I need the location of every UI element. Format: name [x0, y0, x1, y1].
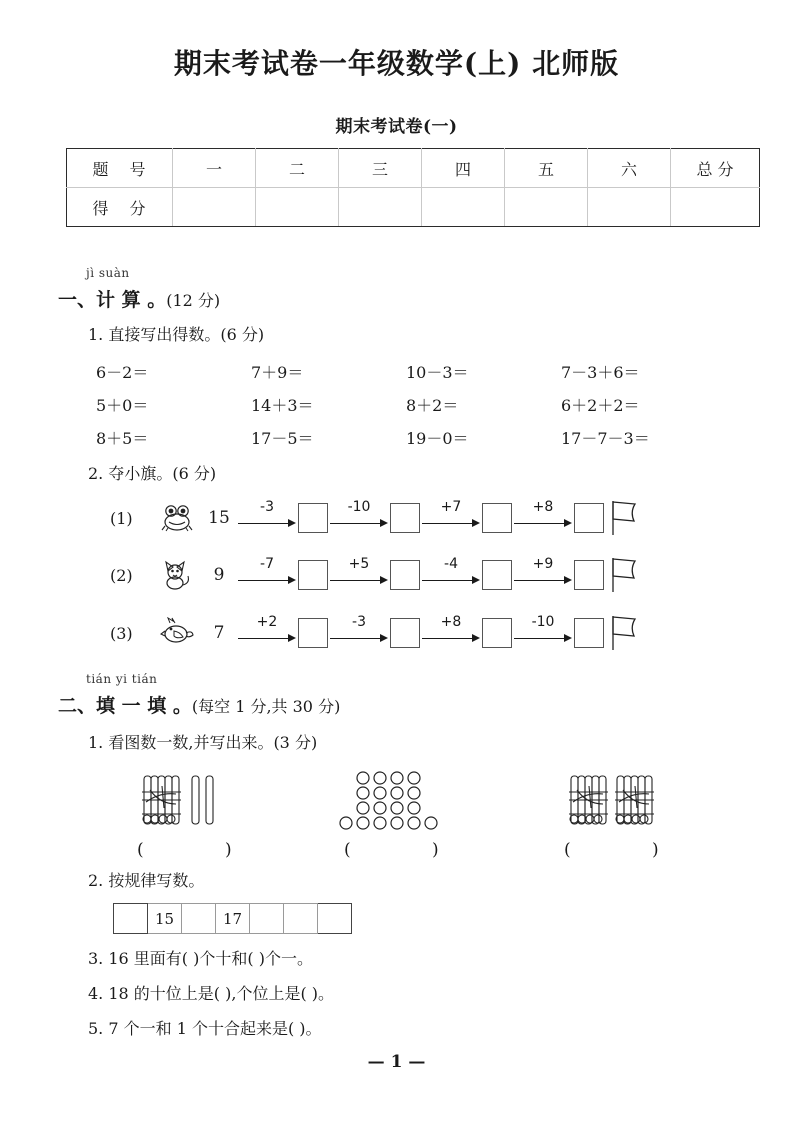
- arithmetic-row: [96, 421, 716, 454]
- arrow-head-icon: [380, 634, 388, 642]
- score-table-header-row: [67, 149, 760, 188]
- number-sequence-row: [114, 904, 352, 934]
- chain-operator: -10: [531, 614, 555, 630]
- score-table-row-label-1: 得 分: [67, 188, 173, 227]
- arithmetic-row: [96, 355, 716, 388]
- chain-start-value: 15: [208, 508, 230, 528]
- section2-item4: 4. 18 的十位上是( ),个位上是( )。: [88, 984, 335, 1003]
- seq-cell-0[interactable]: [114, 904, 148, 934]
- sticks-bundle-icon: [136, 772, 236, 834]
- flag-icon: [608, 614, 638, 652]
- section2-item3: 3. 16 里面有( )个十和( )个一。: [88, 949, 313, 968]
- chain-arrow: [328, 614, 390, 648]
- chain-start-value: 9: [213, 565, 225, 585]
- flag-icon: [608, 556, 638, 594]
- arrow-head-icon: [564, 519, 572, 527]
- score-cell-1[interactable]: [173, 188, 256, 227]
- chain-label: (2): [110, 565, 133, 585]
- arithmetic-row: [96, 388, 716, 421]
- arrow-head-icon: [288, 634, 296, 642]
- arithmetic-cell: 8＋2＝: [406, 396, 459, 415]
- frog-icon: [156, 499, 198, 537]
- answer-box[interactable]: [390, 560, 420, 590]
- chain-operator: +9: [532, 556, 554, 572]
- chain-operator: +8: [532, 499, 554, 515]
- chain-operator: -4: [444, 556, 458, 572]
- arithmetic-cell: 17－5＝: [251, 429, 314, 448]
- arithmetic-cell: 7－3＋6＝: [561, 363, 640, 382]
- section1-heading: [58, 285, 220, 312]
- chain-arrow: [512, 556, 574, 590]
- chain-operator: +5: [348, 556, 370, 572]
- arrow-head-icon: [380, 576, 388, 584]
- chain-operator: +2: [256, 614, 278, 630]
- arrow-shaft: [422, 580, 474, 581]
- score-table-row-label-0: 题 号: [67, 149, 173, 188]
- score-cell-7[interactable]: [671, 188, 760, 227]
- arrow-chain-3: [110, 610, 638, 656]
- chain-arrow: [236, 614, 298, 648]
- answer-parentheses[interactable]: ( ): [344, 840, 477, 860]
- chain-arrow: [328, 556, 390, 590]
- two-bundles-icon: [563, 772, 663, 834]
- page-title: 期末考试卷一年级数学(上) 北师版: [173, 47, 620, 80]
- arrow-head-icon: [472, 576, 480, 584]
- section2-item1-heading: 1. 看图数一数,并写出来。(3 分): [88, 733, 318, 752]
- section1-pinyin: jì suàn: [86, 266, 130, 280]
- arrow-head-icon: [472, 634, 480, 642]
- page-subtitle: 期末考试卷(一): [335, 117, 458, 137]
- score-cell-5[interactable]: [505, 188, 588, 227]
- answer-box[interactable]: [482, 503, 512, 533]
- arrow-chain-2: [110, 552, 638, 598]
- section2-item5: 5. 7 个一和 1 个十合起来是( )。: [88, 1019, 322, 1038]
- bird-icon: [156, 614, 198, 652]
- chain-operator: +8: [440, 614, 462, 630]
- arrow-shaft: [330, 638, 382, 639]
- counting-figure-circles-group: [338, 770, 477, 860]
- answer-box[interactable]: [298, 560, 328, 590]
- score-table-header-1: 一: [173, 149, 256, 188]
- arrow-head-icon: [380, 519, 388, 527]
- page-number: — 1 —: [367, 1052, 426, 1072]
- chain-operator: +7: [440, 499, 462, 515]
- arithmetic-cell: 17－7－3＝: [561, 429, 650, 448]
- section1-item1-heading: 1. 直接写出得数。(6 分): [88, 325, 265, 344]
- flag-icon: [608, 499, 638, 537]
- chain-operator: -10: [347, 499, 371, 515]
- arrow-shaft: [422, 523, 474, 524]
- seq-cell-2[interactable]: [182, 904, 216, 934]
- arithmetic-cell: 6＋2＋2＝: [561, 396, 640, 415]
- chain-operator: -3: [352, 614, 366, 630]
- seq-cell-6[interactable]: [318, 904, 352, 934]
- score-table-header-4: 四: [422, 149, 505, 188]
- answer-box[interactable]: [298, 618, 328, 648]
- seq-cell-4[interactable]: [250, 904, 284, 934]
- arrow-head-icon: [288, 519, 296, 527]
- chain-arrow: [328, 499, 390, 533]
- score-cell-2[interactable]: [256, 188, 339, 227]
- arithmetic-cell: 5＋0＝: [96, 396, 149, 415]
- score-table-header-6: 六: [588, 149, 671, 188]
- arrow-shaft: [514, 580, 566, 581]
- seq-cell-1[interactable]: 15: [148, 904, 182, 934]
- arithmetic-cell: 14＋3＝: [251, 396, 314, 415]
- section1-points: (12 分): [166, 291, 221, 310]
- seq-cell-3[interactable]: 17: [216, 904, 250, 934]
- arithmetic-grid: [96, 355, 716, 454]
- section2-item2-heading: 2. 按规律写数。: [88, 871, 205, 890]
- counting-figure-sticks-bundle-and-loose: [131, 772, 270, 860]
- section2-pinyin: tián yi tián: [86, 672, 158, 686]
- score-cell-6[interactable]: [588, 188, 671, 227]
- chain-arrow: [512, 499, 574, 533]
- answer-box[interactable]: [574, 503, 604, 533]
- number-sequence-table: [113, 903, 352, 934]
- arrow-shaft: [330, 523, 382, 524]
- arrow-head-icon: [472, 519, 480, 527]
- arithmetic-cell: 7＋9＝: [251, 363, 304, 382]
- answer-parentheses[interactable]: ( ): [137, 840, 270, 860]
- arrow-shaft: [330, 580, 382, 581]
- arithmetic-cell: 10－3＝: [406, 363, 469, 382]
- arrow-head-icon: [564, 634, 572, 642]
- answer-box[interactable]: [482, 618, 512, 648]
- arrow-shaft: [514, 523, 566, 524]
- answer-box[interactable]: [298, 503, 328, 533]
- arrow-head-icon: [564, 576, 572, 584]
- arrow-shaft: [238, 580, 290, 581]
- arithmetic-cell: 8＋5＝: [96, 429, 149, 448]
- chain-arrow: [420, 499, 482, 533]
- chain-arrow: [420, 614, 482, 648]
- score-table-header-7: 总 分: [671, 149, 760, 188]
- answer-box[interactable]: [574, 560, 604, 590]
- score-table-header-2: 二: [256, 149, 339, 188]
- arrow-shaft: [238, 523, 290, 524]
- section2-heading: [58, 691, 340, 718]
- counting-figure-two-stick-bundles: [558, 772, 697, 860]
- chain-label: (1): [110, 508, 133, 528]
- chain-label: (3): [110, 623, 133, 643]
- chain-arrow: [236, 556, 298, 590]
- arithmetic-cell: 19－0＝: [406, 429, 469, 448]
- chain-arrow: [236, 499, 298, 533]
- arrow-shaft: [422, 638, 474, 639]
- chain-operator: -3: [260, 499, 274, 515]
- arithmetic-cell: 6－2＝: [96, 363, 149, 382]
- chain-arrow: [512, 614, 574, 648]
- answer-parentheses[interactable]: ( ): [564, 840, 697, 860]
- seq-cell-5[interactable]: [284, 904, 318, 934]
- score-cell-3[interactable]: [339, 188, 422, 227]
- score-table-score-row: [67, 188, 760, 227]
- arrow-chain-1: [110, 495, 638, 541]
- answer-box[interactable]: [390, 618, 420, 648]
- section1-heading-text: 一、计 算 。: [58, 289, 167, 311]
- answer-box[interactable]: [574, 618, 604, 648]
- arrow-head-icon: [288, 576, 296, 584]
- chain-operator: -7: [260, 556, 274, 572]
- answer-box[interactable]: [390, 503, 420, 533]
- score-cell-4[interactable]: [422, 188, 505, 227]
- score-table-header-5: 五: [505, 149, 588, 188]
- cat-icon: [156, 556, 198, 594]
- arrow-shaft: [514, 638, 566, 639]
- section1-item2-heading: 2. 夺小旗。(6 分): [88, 464, 217, 483]
- arrow-shaft: [238, 638, 290, 639]
- score-table-header-3: 三: [339, 149, 422, 188]
- chain-arrow: [420, 556, 482, 590]
- circles-icon: [338, 770, 458, 834]
- chain-start-value: 7: [213, 623, 225, 643]
- section2-heading-text: 二、填 一 填 。: [58, 695, 192, 717]
- score-table: [66, 148, 760, 227]
- section2-points: (每空 1 分,共 30 分): [191, 697, 341, 716]
- answer-box[interactable]: [482, 560, 512, 590]
